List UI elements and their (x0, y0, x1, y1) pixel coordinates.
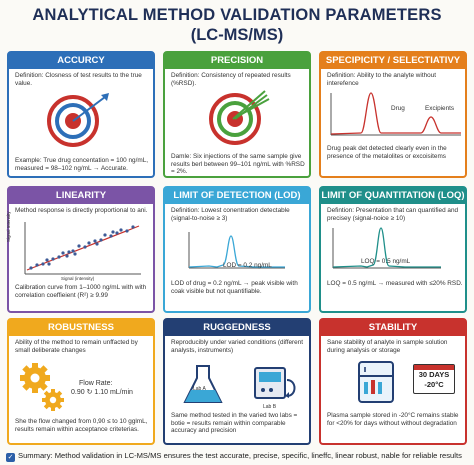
check-icon: ✓ (7, 454, 14, 461)
calibration-point (99, 238, 102, 241)
flask-icon (181, 362, 225, 406)
card-example: Example: True drug concentation = 100 ng/mL, measured = 98–102 ng/mL → Accurate. (15, 157, 149, 172)
calibration-point (93, 239, 96, 242)
calibration-point (83, 245, 86, 248)
target-icon (165, 85, 313, 145)
calibration-point (131, 225, 134, 228)
flow-rate-label: Flow Rate: (79, 380, 113, 387)
calibration-point (57, 255, 60, 258)
card-title: PRECISION (165, 53, 309, 69)
calibration-point (45, 258, 48, 261)
card-example: LOQ = 0.5 ng/mL → measured with ≤20% RSD. (327, 280, 463, 287)
chromatogram-icon (321, 89, 469, 149)
card-ruggedness (163, 318, 311, 445)
x-axis-label: Signal (intensity) (61, 276, 95, 281)
card-example: She the flow changed from 0,90 ≤ to 10 gglmL, results remain within acceptance criteterias. (15, 418, 148, 433)
card-definition: Definition: Closness of test results to the true value. (15, 72, 142, 87)
calibration-point (119, 228, 122, 231)
calibration-point (71, 249, 74, 252)
calibration-point (95, 242, 98, 245)
calendar-temp: -20°C (424, 380, 444, 389)
card-precision (163, 51, 311, 178)
flow-rate-value: 0.90 ↻ 1.10 mL/min (71, 389, 133, 396)
card-title: LIMIT OF QUANTITATION (LOQ) (321, 188, 465, 204)
calibration-point (35, 263, 38, 266)
summary-bar (6, 451, 468, 462)
calibration-point (41, 262, 44, 265)
card-example: LOD of drug = 0.2 ng/mL → peak visible with coak visible but not quantifiable. (171, 280, 298, 295)
card-title: RUGGEDNESS (165, 320, 309, 336)
calendar-days: 30 DAYS (418, 370, 450, 379)
calibration-point (77, 244, 80, 247)
lab-b-label: Lab B (263, 404, 277, 410)
summary-text: Summary: Method validation in LC-MS/MS ensures the test accurate, precise, specific, lineffc, linear robust, nable for reliable results (18, 451, 462, 460)
calibration-point (65, 254, 68, 257)
card-definition: Method response is directly proportional to ani. (15, 207, 148, 214)
loq-peak-plot (321, 224, 469, 274)
page-subtitle: (LC-MS/MS) (190, 26, 284, 44)
card-loq (319, 186, 467, 313)
card-definition: Reproducibly under varied conditions (different analysts, instruments) (171, 339, 304, 354)
page-title: ANALYTICAL METHOD VALIDATION PARAMETERS (32, 6, 442, 24)
card-title: STABILITY (321, 320, 465, 336)
card-example: Plasma sample stored in -20°C remains stable for <20% for days without without degradation (327, 412, 459, 427)
card-linearity (7, 186, 155, 313)
card-example: Drug peak det detected clearly even in the presence of the metalolites or excoisitems (327, 145, 447, 160)
card-title: ROBUSTNESS (9, 320, 153, 336)
calibration-point (125, 229, 128, 232)
gears-icon (13, 360, 73, 416)
calibration-point (29, 266, 32, 269)
card-robustness (7, 318, 155, 445)
loq-peak-label: LOQ = 0.5 ng/mL (361, 258, 411, 265)
card-title: ACCURCY (9, 53, 153, 69)
card-accuracy (7, 51, 155, 178)
calibration-point (115, 231, 118, 234)
card-stability (319, 318, 467, 445)
calibration-point (67, 250, 70, 253)
card-definition: Sane stability of analyte in sample solution during analysis or storage (327, 339, 448, 354)
instrument-icon (251, 360, 301, 404)
drug-label: Drug (391, 105, 405, 112)
excipients-label: Excipients (425, 105, 455, 112)
target-icon (9, 91, 157, 151)
calendar-icon (413, 364, 455, 394)
card-example: Calibration curve from 1–1000 ng/mL with with correlation coeffieient (R²) ≥ 9.99 (15, 284, 147, 299)
calibration-point (109, 234, 112, 237)
calibration-point (47, 262, 50, 265)
card-definition: Ability of the method to remain unffacted by small deliberate changes (15, 339, 138, 354)
card-title: LIMIT OF DETECTION (LOD) (165, 188, 309, 204)
card-example: Damle: Six injections of the same sample give results berl between 99–101 ng/mL with %RSD = 2%. (171, 153, 305, 176)
calibration-point (61, 251, 64, 254)
calibration-point (111, 230, 114, 233)
freezer-icon (355, 358, 403, 406)
calibration-plot (9, 218, 157, 280)
card-definition: Defintion: Presentation that can quantified and precisey (signal-noice ≥ 10) (327, 207, 459, 222)
calibration-point (103, 233, 106, 236)
lab-a-label: Lab A (193, 386, 206, 392)
card-definition: Definition: Ability to the analyte without interefence (327, 72, 437, 87)
calibration-point (51, 257, 54, 260)
card-definition: Definition: Consistency of repeated results (%RSD). (171, 72, 291, 87)
card-example: Same method tested in the varied two labs = botie = results remain within comparable accuracy and precision (171, 412, 298, 435)
calibration-point (87, 241, 90, 244)
lod-peak-label: LOD = 0.2 ng/mL (223, 262, 272, 269)
card-title: SPECIPICITY / SELECTIATIVY (321, 53, 465, 69)
y-axis-label: Signal Intensity (6, 211, 11, 242)
card-title: LINEARITY (9, 188, 153, 204)
calibration-point (73, 252, 76, 255)
card-specificity (319, 51, 467, 178)
card-lod (163, 186, 311, 313)
card-definition: Definition: Lowest conentration detectable (signal-to-noise ≥ 3) (171, 207, 290, 222)
